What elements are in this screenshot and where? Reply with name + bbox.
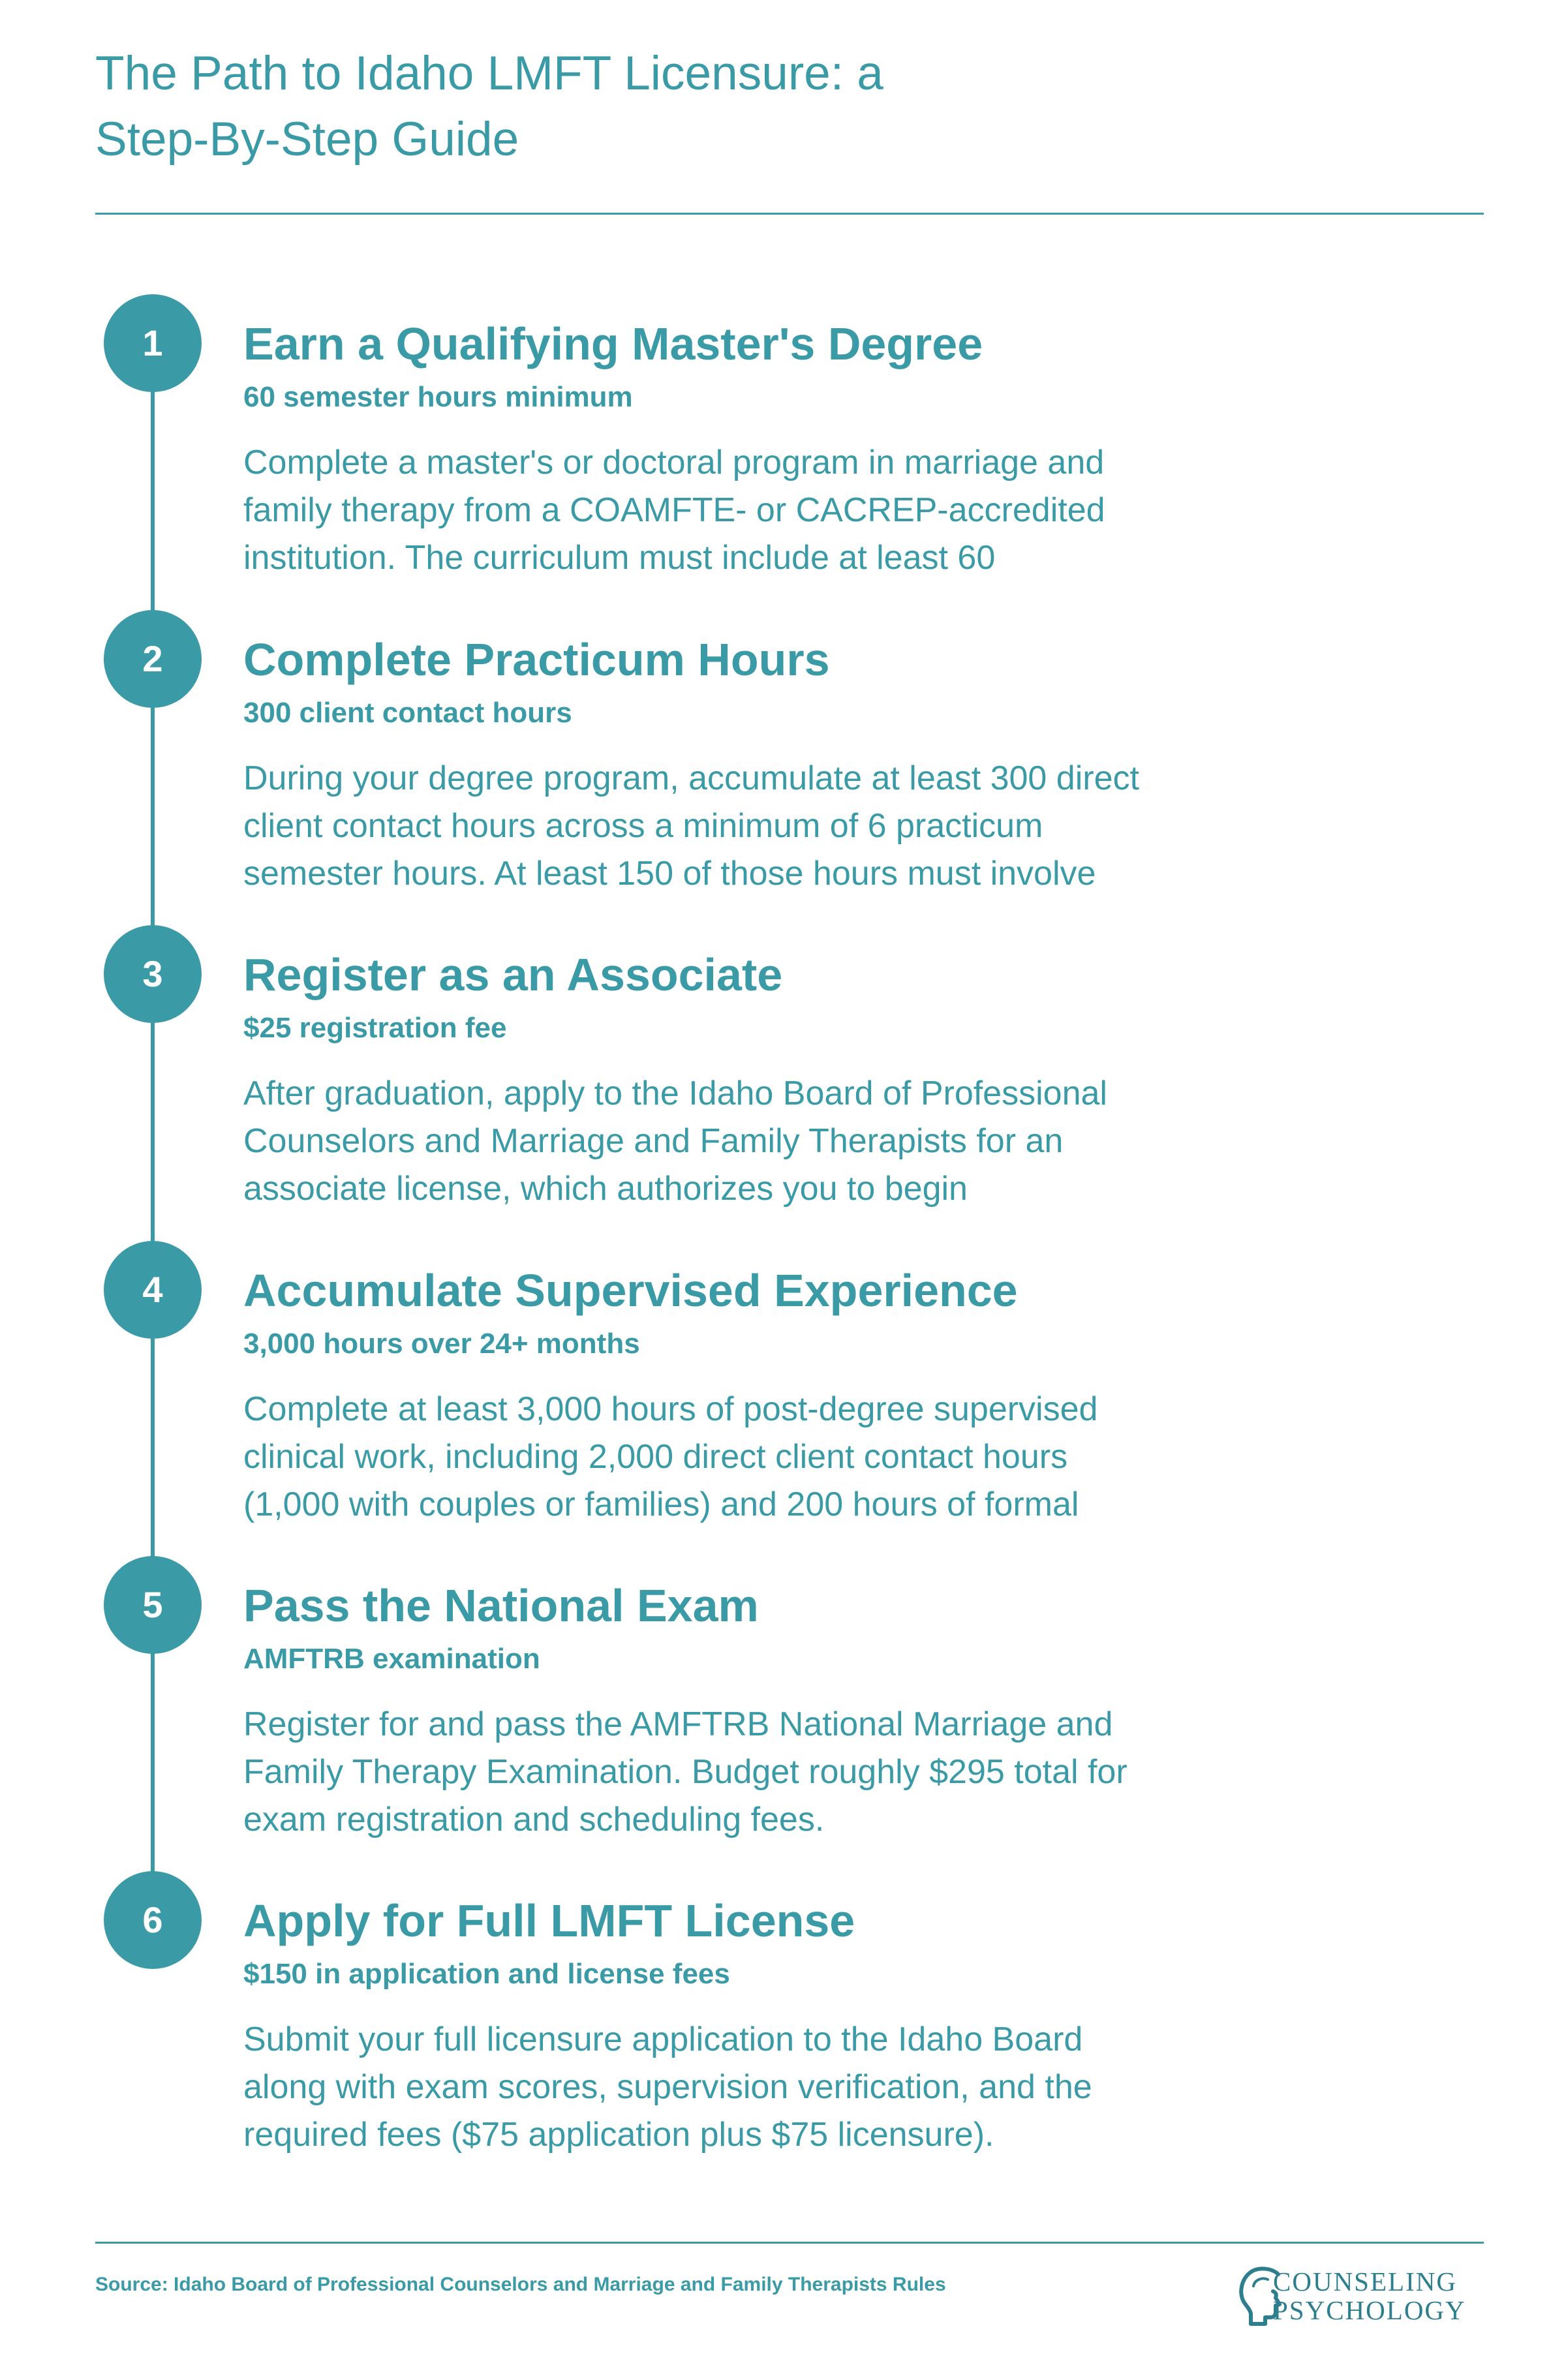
step-description-line: Submit your full licensure application to the Idaho Board (243, 2021, 1083, 2058)
step-description-line: associate license, which authorizes you to begin (243, 1170, 968, 1208)
step-3 (0, 925, 1566, 1238)
step-description-line: along with exam scores, supervision verification, and the (243, 2068, 1092, 2106)
page-title-line-1: The Path to Idaho LMFT Licensure: a (95, 47, 883, 100)
step-number-badge: 5 (104, 1556, 202, 1654)
step-description-line: Complete at least 3,000 hours of post-degree supervised (243, 1390, 1098, 1428)
step-description-line: institution. The curriculum must include at least 60 (243, 539, 996, 577)
step-subtitle: AMFTRB examination (243, 1643, 540, 1675)
step-subtitle: 3,000 hours over 24+ months (243, 1328, 640, 1360)
step-title: Earn a Qualifying Master's Degree (243, 318, 983, 369)
step-subtitle: $25 registration fee (243, 1012, 507, 1044)
step-description-line: Register for and pass the AMFTRB National Marriage and (243, 1705, 1113, 1743)
page-title (95, 40, 1335, 172)
step-description-line: Counselors and Marriage and Family Therapists for an (243, 1122, 1064, 1160)
step-subtitle: 60 semester hours minimum (243, 381, 633, 413)
counseling-psychology-logo (1236, 2260, 1484, 2332)
step-description-line: clinical work, including 2,000 direct client contact hours (243, 1438, 1068, 1476)
logo-text-psychology: PSYCHOLOGY (1273, 2295, 1466, 2325)
step-description (243, 1701, 1261, 1844)
step-number-badge: 3 (104, 925, 202, 1023)
source-note: Source: Idaho Board of Professional Counselors and Marriage and Family Therapists Rules (95, 2274, 946, 2295)
step-description (243, 1070, 1261, 1213)
step-number-badge: 2 (104, 610, 202, 708)
step-description-line: client contact hours across a minimum of 6 practicum (243, 807, 1043, 845)
step-6 (0, 1871, 1566, 2184)
step-number-badge: 4 (104, 1241, 202, 1339)
step-description-line: exam registration and scheduling fees. (243, 1801, 825, 1838)
step-title: Pass the National Exam (243, 1580, 759, 1631)
page-title-line-2: Step-By-Step Guide (95, 113, 519, 166)
step-subtitle: 300 client contact hours (243, 697, 572, 729)
step-description-line: Complete a master's or doctoral program in marriage and (243, 444, 1105, 481)
step-description-line: required fees ($75 application plus $75 licensure). (243, 2116, 994, 2154)
step-description (243, 2016, 1261, 2159)
step-2 (0, 610, 1566, 923)
top-divider (95, 213, 1484, 215)
step-description-line: After graduation, apply to the Idaho Board of Professional (243, 1075, 1107, 1112)
step-description-line: Family Therapy Examination. Budget roughly $295 total for (243, 1753, 1128, 1791)
step-5 (0, 1556, 1566, 1869)
step-subtitle: $150 in application and license fees (243, 1958, 730, 1990)
step-number-badge: 1 (104, 294, 202, 392)
step-description-line: During your degree program, accumulate at least 300 direct (243, 759, 1139, 797)
step-1 (0, 294, 1566, 607)
step-title: Register as an Associate (243, 949, 783, 1000)
step-description (243, 439, 1261, 582)
step-description-line: semester hours. At least 150 of those hours must involve (243, 855, 1096, 892)
step-number-badge: 6 (104, 1871, 202, 1969)
step-description (243, 755, 1261, 898)
step-title: Accumulate Supervised Experience (243, 1265, 1018, 1316)
step-4 (0, 1241, 1566, 1554)
step-description-line: family therapy from a COAMFTE- or CACREP-accredited (243, 491, 1105, 529)
step-title: Complete Practicum Hours (243, 634, 830, 685)
bottom-divider (95, 2242, 1484, 2244)
step-description (243, 1386, 1261, 1529)
step-title: Apply for Full LMFT License (243, 1895, 855, 1946)
step-description-line: (1,000 with couples or families) and 200 hours of formal (243, 1486, 1079, 1523)
logo-text-counseling: COUNSELING (1273, 2266, 1457, 2296)
